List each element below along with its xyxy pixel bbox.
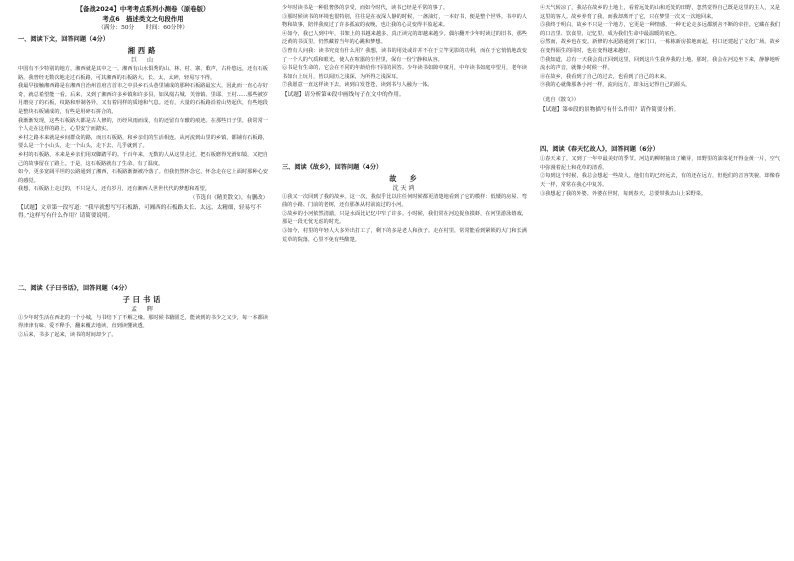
paragraph: 我最早接触湘西路是在湘西自治州首府吉首市之中县乡石头巷里铺成的那种石板路最宏大，因此而一直心存好奇，就总希望能一看。后来，又到了湘西许多乡镇和许多县，如凤凰古城、芙蓉镇、里耶、王村……那些被岁月磨亮了的石板，纹路和形制各异，又有着同样的质地和气息。还有，大量的石板路沿着山势起伏，有些地段是整块石板铺成的，有些是用碎石拼合的。	[18, 83, 268, 115]
paragraph: ②后来，书多了起来，读书的时间却少了。	[18, 331, 117, 338]
paragraph: ⑦我愿意一直这样读下去，读到白发苍苍，读到书与人融为一体。	[282, 82, 433, 89]
paragraph: ②故乡的小河依然清澈，只是水面比记忆中窄了许多。小时候，我们常在河边捉鱼摸虾，在河里游泳嬉戏，那是一段无忧无虑的时光。	[282, 210, 527, 226]
exam-topic: 考点6 描述类文之句段作用	[102, 15, 184, 23]
paragraph: ⑤我终于明白，故乡不只是一个地方，它更是一种情感，一种无论走多远都割舍不断的牵挂。它藏在我们的口音里、饮食里、记忆里，成为我们生命中最温暖的底色。	[540, 22, 780, 37]
exam-title: 【备战2024】中考考点系列小测卷（原卷版）	[76, 5, 210, 13]
paragraph: 中国有不少特别的地方，湘西就是其中之一。湘西有山水俱秀的山、林、村、寨、歌声，古朴悠远，还有石板路。我曾经无数次地走过石板路，可其湘西的石板路大、长、太、太碎，轻易写不得。	[18, 66, 268, 81]
section2-author: 孟 晖	[130, 305, 155, 313]
paragraph: 乡村之路本来就是乡间群众的路，而且石板路，和乡亲们的生活相连。从河流到山里的乡镇，都铺有石板路，要么是一个小山头，走一个山头，走下去，几乎就到了。	[18, 134, 268, 150]
paragraph: ③我想起了我的外婆。外婆在世时，每到春天，总要带我去山上采野菜。	[540, 190, 707, 197]
paragraph: ①少年时生活在西北的一个小城，与书结下了不解之缘。那时候书籍匮乏，能读到的书少之又少，每一本都读得津津有味、爱不释手，翻来覆去地读，直到读懂读透。	[18, 314, 268, 330]
paragraph: ⑨我的心就像那条小河一样，流向远方，却永远记得自己的源头。	[540, 82, 691, 89]
column-right	[540, 4, 780, 198]
source-note: （节选自《精美散文》，有删改）	[189, 194, 268, 201]
paragraph: ①我又一次回到了我的故乡。这一次，我似乎比以往任何时候都更清楚地看到了它的模样：低矮的房屋、弯曲的小路、门前的老树，还有那条从村前流过的小河。	[282, 193, 527, 209]
section3-title: 故 乡	[389, 173, 420, 183]
paragraph: ⑦我知道，总有一天我会真正回到这里，回到这片生我养我的土地。那时，我会在河边坐下来，静静地听流水的声音，就像小时候一样。	[540, 56, 780, 72]
question-text: 【试题】文章第一段写道：“我早就想写写石板路，可湘西的石板路太长、太远、太精细，轻易写不得。”这样写有什么作用？请简要说明。	[18, 204, 262, 220]
paragraph: ④如今，我已人到中年，书架上的书越来越多，真正读完的却越来越少。偶尔翻开少年时读过的旧书，那些泛黄的书页里，仍然藏着当年的心跳和梦想。	[282, 30, 527, 46]
exam-meta: （满分：50分 时间：60分钟）	[97, 25, 189, 31]
section2-heading: 二、阅读《子曰书话》，回答问题（4分）	[18, 284, 131, 292]
question-text: 【试题】请分析第④段中画线句子在文中的作用。	[282, 91, 405, 98]
paragraph: ④天气转凉了，我站在故乡的土地上，看着远处的山和近处的田野，忽然觉得自己既是这里的主人，又是这里的客人。故乡养育了我，而我却离开了它，只在梦里一次又一次地回来。	[540, 5, 780, 20]
section3-author: 沈天鸿	[392, 184, 417, 192]
paragraph: ⑥书是有生命的，它会在不同的年龄给你不同的回答。少年读书如隙中窥月，中年读书如庭中望月，老年读书如台上玩月，皆以阅历之浅深，为所得之浅深耳。	[282, 65, 527, 80]
question-text: 【试题】第⑥段的景物描写有什么作用？请作简要分析。	[540, 106, 680, 113]
paragraph: ⑧在故乡，我看到了自己的过去，也看到了自己的未来。	[540, 73, 670, 80]
paragraph: 少年时读书是一种很奢侈的享受，而如今时代，读书已经是平常的事了。	[282, 5, 449, 11]
section4-heading: 四、阅读《春天忆故人》，回答问题（6分）	[540, 146, 659, 154]
section1-heading: 一、阅读下文，回答问题（4分）	[18, 36, 109, 43]
paragraph: ①春天来了，又到了一年中最美好的季节。河边的柳树抽出了嫩芽，田野里的油菜花开得金黄一片，空气中弥漫着泥土和花草的清香。	[540, 156, 780, 171]
paragraph: 如今，更多宽阔平坦的公路通到了湘西，石板路渐渐被冷落了。但我仍然怀念它，怀念走在它上面时那种心安的感觉。	[18, 169, 268, 184]
section3-heading: 三、阅读《故乡》，回答问题（4分）	[282, 163, 383, 171]
paragraph: ⑤曾有人问我：读书究竟有什么用？我想，读书的用处或许并不在于立竿见影的功利，而在于它悄悄地改变了一个人的气质和眼光，使人在喧嚣的尘世里，保有一份宁静和从容。	[282, 47, 527, 63]
paragraph: 我渐渐发现，这些石板路大都是古人修的，历经风雨而成，有的还留有车辙的痕迹。在那些日子里，我常常一个人走在这样的路上，心里安宁而踏实。	[18, 117, 268, 133]
paragraph: ③如今，村里的年轻人大多外出打工了，剩下的多是老人和孩子。走在村里，常常能看到紧锁的大门和长满荒草的院落，心里不免有些酸楚。	[282, 227, 527, 243]
section2-title: 子曰书话	[122, 294, 164, 304]
paragraph: 我想，石板路上走过的，不只是人，还有岁月，还有湘西人世世代代的梦想和希望。	[18, 186, 210, 193]
column-left	[18, 4, 268, 339]
source-note: （选自《散文》）	[540, 96, 579, 103]
paragraph: ②每到这个时候，我总会想起一些故人。他们有的已经远去，有的还在远方，但他们的音容笑貌，却像春天一样，常常在我心中复苏。	[540, 173, 780, 188]
paragraph: ⑥然而，故乡也在变。新修的水泥路通到了家门口，一栋栋新房拔地而起，村口还建起了文化广场。故乡在变得陌生的同时，也在变得越来越好。	[540, 39, 780, 54]
section1-poem-title: 湘西路	[127, 46, 159, 55]
column-middle	[282, 4, 527, 244]
paragraph: 乡村的石板路，本来是乡亲们用双脚踏平的。千百年来，无数的人从这里走过，把石板磨得光滑如镜，又把自己的故事留在了路上。于是，这石板路就有了生命、有了温度。	[18, 151, 268, 167]
section1-author: 巨 山	[130, 57, 155, 64]
paragraph: ③那时候读书的环境也很特别，往往是在夜深人静的时候，一盏油灯，一本好书，便是整个世界。书中的人物和故事，陪伴我度过了许多孤寂的夜晚，也让我的心灵变得丰盈起来。	[282, 13, 527, 29]
